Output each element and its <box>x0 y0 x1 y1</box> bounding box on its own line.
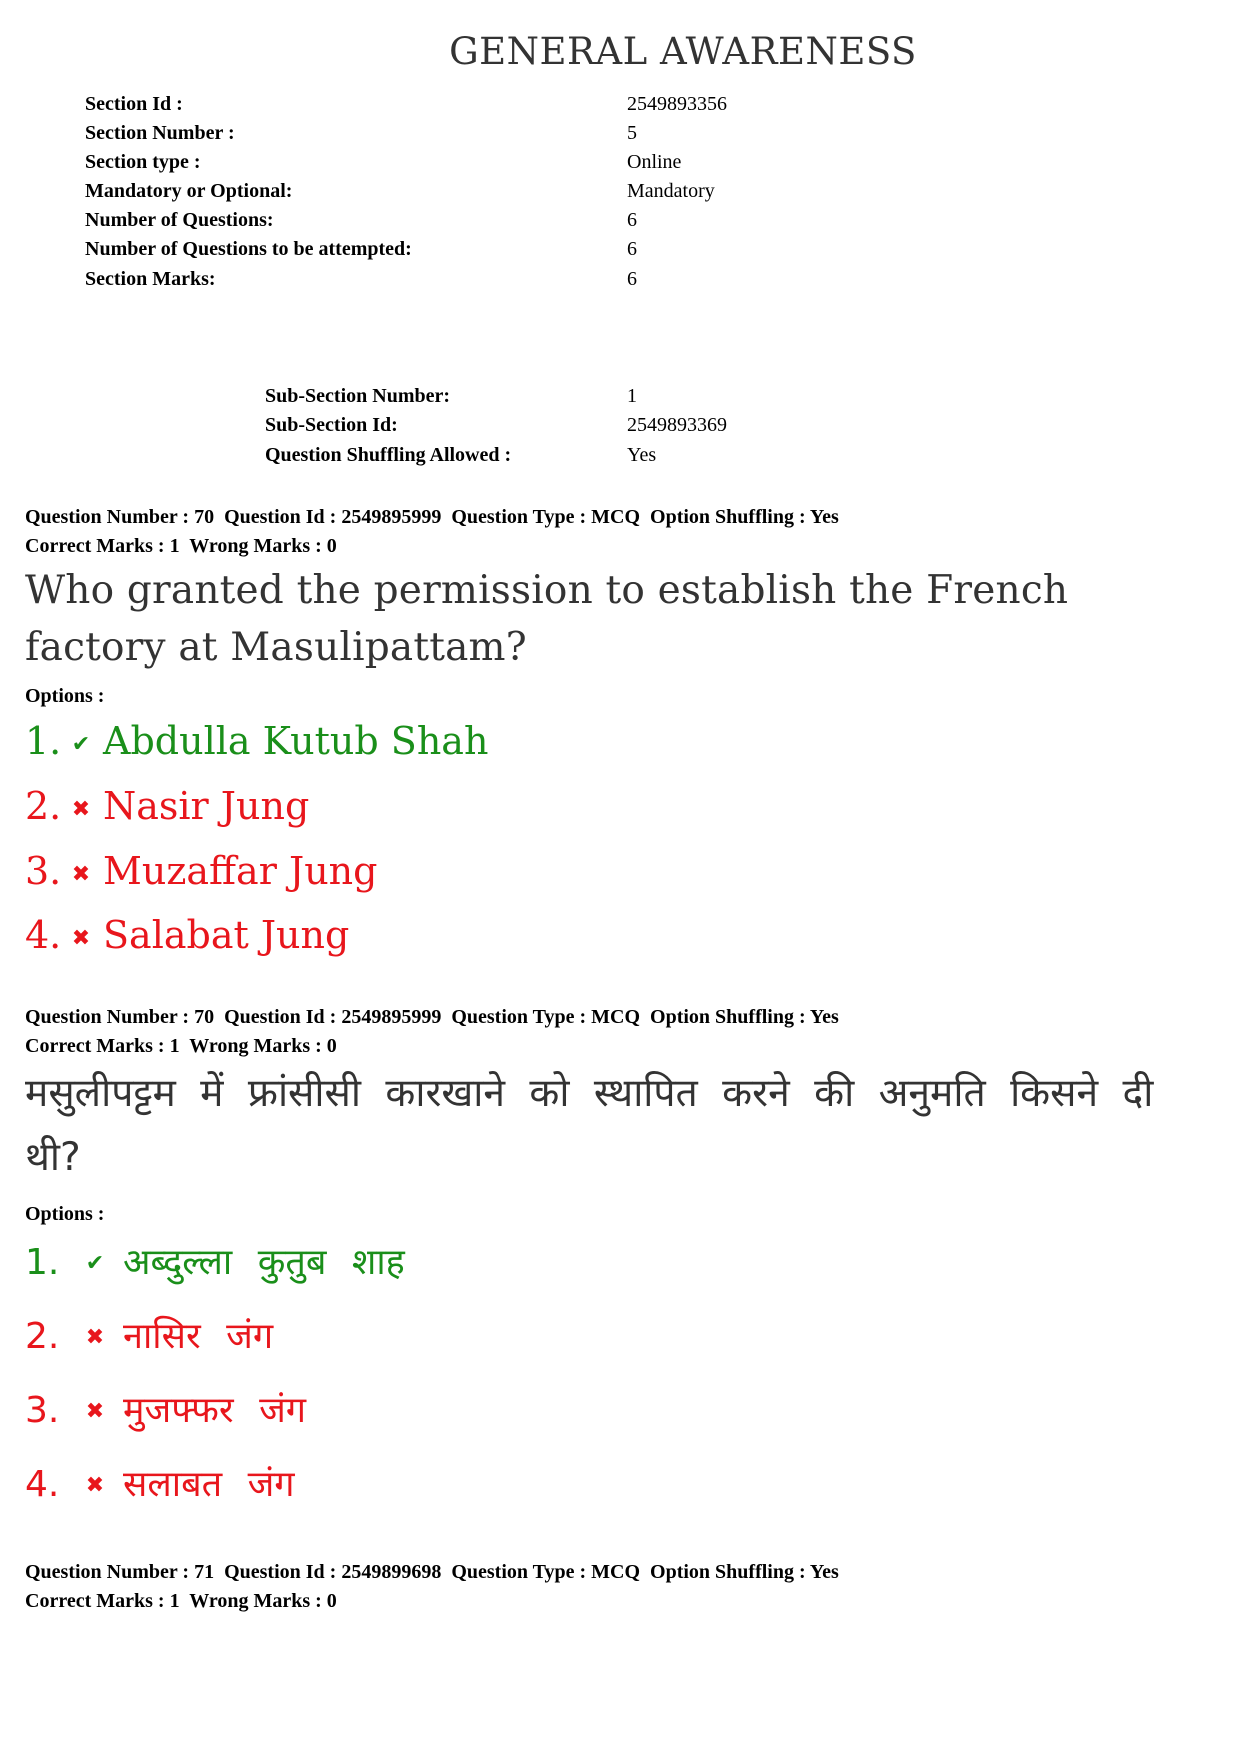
option-3 <box>25 1376 306 1446</box>
option-text: नासिर जंग <box>123 1316 274 1357</box>
shuffling-value: Yes <box>627 444 657 466</box>
option-number: 3. <box>25 1390 60 1431</box>
options-label: Options : <box>25 685 105 707</box>
option-3 <box>25 841 377 901</box>
option-number: 2. <box>25 784 62 828</box>
option-text: Abdulla Kutub Shah <box>103 719 489 763</box>
cross-icon: ✖ <box>71 796 91 822</box>
section-marks-value: 6 <box>627 268 637 290</box>
question-marks: Correct Marks : 1 Wrong Marks : 0 <box>25 1590 337 1612</box>
question-marks: Correct Marks : 1 Wrong Marks : 0 <box>25 1035 337 1057</box>
option-2 <box>25 776 309 836</box>
option-number: 3. <box>25 849 62 893</box>
option-text: Salabat Jung <box>103 913 350 957</box>
option-2 <box>25 1302 273 1372</box>
num-questions-label: Number of Questions: <box>85 209 274 231</box>
option-text: सलाबत जंग <box>123 1464 295 1505</box>
question-text: मसुलीपट्टम में फ्रांसीसी कारखाने को स्थापित करने की अनुमति किसने दी थी? <box>25 1071 1154 1180</box>
section-marks-label: Section Marks: <box>85 268 216 290</box>
option-1 <box>25 1228 405 1298</box>
question-header: Question Number : 70 Question Id : 2549895999 Question Type : MCQ Option Shuffling : Yes <box>25 506 839 528</box>
section-type-label: Section type : <box>85 151 201 173</box>
subsection-id-label: Sub-Section Id: <box>265 414 398 436</box>
question-marks: Correct Marks : 1 Wrong Marks : 0 <box>25 535 337 557</box>
subsection-id-value: 2549893369 <box>627 414 727 436</box>
options-label: Options : <box>25 1203 105 1225</box>
subsection-number-value: 1 <box>627 385 637 407</box>
subsection-number-label: Sub-Section Number: <box>265 385 451 407</box>
option-text: अब्दुल्ला कुतुब शाह <box>123 1242 405 1283</box>
cross-icon: ✖ <box>85 1325 105 1350</box>
question-header: Question Number : 71 Question Id : 2549899698 Question Type : MCQ Option Shuffling : Yes <box>25 1561 839 1583</box>
option-1 <box>25 711 488 771</box>
option-4 <box>25 905 349 965</box>
option-text: Muzaffar Jung <box>103 849 378 893</box>
question-text: Who granted the permission to establish the French factory at Masulipattam? <box>25 568 1069 670</box>
section-id-value: 2549893356 <box>627 93 727 115</box>
section-type-value: Online <box>627 151 682 173</box>
cross-icon: ✖ <box>71 925 91 951</box>
option-4 <box>25 1450 295 1520</box>
section-number-label: Section Number : <box>85 122 235 144</box>
num-attempt-label: Number of Questions to be attempted: <box>85 238 412 260</box>
mandatory-label: Mandatory or Optional: <box>85 180 293 202</box>
option-text: मुजफ्फर जंग <box>123 1390 307 1431</box>
option-number: 2. <box>25 1316 60 1357</box>
section-id-label: Section Id : <box>85 93 183 115</box>
option-number: 1. <box>25 719 62 763</box>
option-text: Nasir Jung <box>103 784 310 828</box>
num-questions-value: 6 <box>627 209 637 231</box>
cross-icon: ✖ <box>85 1473 105 1498</box>
shuffling-label: Question Shuffling Allowed : <box>265 444 512 466</box>
num-attempt-value: 6 <box>627 238 637 260</box>
option-number: 1. <box>25 1242 60 1283</box>
mandatory-value: Mandatory <box>627 180 715 202</box>
page-title: GENERAL AWARENESS <box>449 30 917 73</box>
check-icon: ✔ <box>71 731 91 757</box>
option-number: 4. <box>25 1464 60 1505</box>
section-number-value: 5 <box>627 122 637 144</box>
cross-icon: ✖ <box>85 1399 105 1424</box>
check-icon: ✔ <box>85 1251 105 1276</box>
option-number: 4. <box>25 913 62 957</box>
cross-icon: ✖ <box>71 861 91 887</box>
question-header: Question Number : 70 Question Id : 2549895999 Question Type : MCQ Option Shuffling : Yes <box>25 1006 839 1028</box>
